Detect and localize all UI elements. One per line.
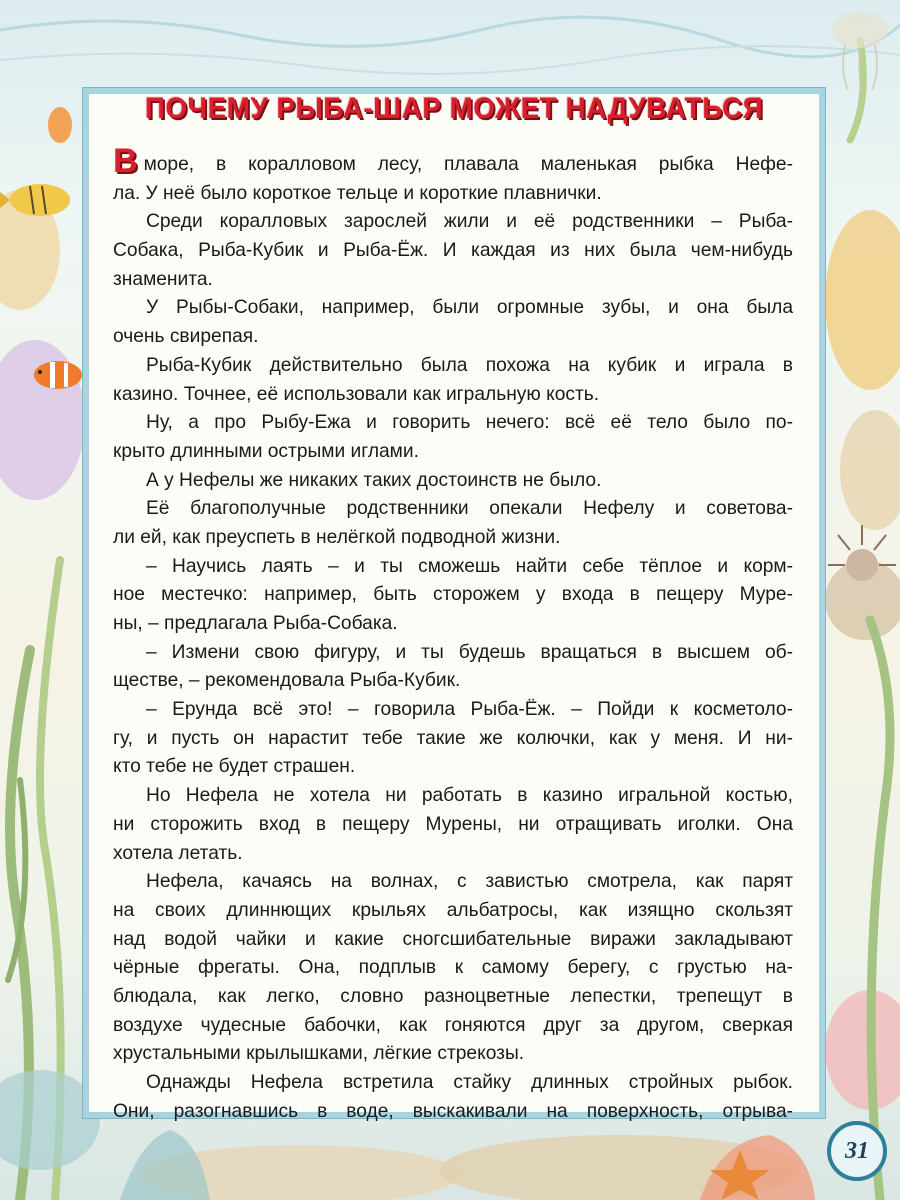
text-line: ни сторожить вход в пещеру Мурены, ни отращивать иголки. Она — [113, 813, 793, 835]
text-line: У Рыбы-Собаки, например, были огромные зубы, и она была — [146, 297, 793, 319]
text-line: Вморе, в коралловом лесу, плавала маленькая рыбка Нефе- — [113, 142, 793, 180]
text-line: гу, и пусть он нарастит тебе такие же колючки, как у меня. И ни- — [113, 727, 793, 749]
text-line: ны, – предлагала Рыба-Собака. — [113, 613, 398, 634]
text-line: Рыба-Кубик действительно была похожа на кубик и играла в — [146, 354, 793, 376]
water-surface-ripples — [0, 17, 900, 74]
drop-cap: В — [113, 142, 138, 180]
text-line: Среди коралловых зарослей жили и её родственники – Рыба- — [146, 211, 793, 233]
text-line: на своих длиннющих крыльях альбатросы, как изящно скользят — [113, 899, 793, 921]
page-number-badge: 31 — [827, 1121, 887, 1181]
text-line: казино. Точнее, её использовали как игральную кость. — [113, 383, 600, 405]
text-line: ли ей, как преуспеть в нелёгкой подводной жизни. — [113, 526, 561, 548]
text-line: хрустальными крылышками, лёгкие стрекозы. — [113, 1043, 525, 1065]
text-line: – Измени свою фигуру, и ты будешь вращаться в высшем об- — [146, 641, 793, 663]
text-line: А у Нефелы же никаких таких достоинств не было. — [146, 469, 602, 491]
text-line: очень свирепая. — [113, 326, 259, 348]
text-line: ществе, – рекомендовала Рыба-Кубик. — [113, 670, 461, 692]
bottom-reef — [120, 1130, 815, 1200]
text-line: чёрные фрегаты. Она, подплыв к самому берегу, с грустью на- — [113, 957, 793, 979]
story-text — [113, 142, 793, 1126]
text-line: Её благополучные родственники опекали Нефелу и советова- — [146, 498, 793, 520]
page-title: ПОЧЕМУ РЫБА-ШАР МОЖЕТ НАДУВАТЬСЯ — [144, 92, 764, 125]
text-line: ла. У неё было короткое тельце и короткие плавнички. — [113, 182, 602, 204]
right-coral — [825, 210, 900, 1110]
clownfish-illustration — [34, 361, 82, 389]
text-line: – Научись лаять – и ты сможешь найти себе тёплое и корм- — [146, 555, 793, 577]
text-line: ное местечко: например, быть сторожем у входа в пещеру Муре- — [113, 584, 793, 606]
text-line: кто тебе не будет страшен. — [113, 756, 356, 778]
text-line: хотела летать. — [113, 842, 243, 864]
text-line: воздухе чудесные бабочки, как гоняются друг за другом, сверкая — [113, 1014, 793, 1036]
text-line: Они, разогнавшись в воде, выскакивали на поверхность, отрыва- — [113, 1100, 793, 1122]
orange-fish-illustration — [48, 107, 72, 143]
text-line: – Ерунда всё это! – говорила Рыба-Ёж. – Пойди к косметоло- — [146, 699, 793, 721]
text-line: Собака, Рыба-Кубик и Рыба-Ёж. И каждая из них была чем-нибудь — [113, 240, 793, 262]
text-line: крыто длинными острыми иглами. — [113, 440, 419, 462]
text-line: Ну, а про Рыбу-Ежа и говорить нечего: всё её тело было по- — [146, 412, 793, 434]
text-line: Нефела, качаясь на волнах, с завистью смотрела, как парят — [146, 871, 793, 893]
text-line: блюдала, как легко, словно разноцветные лепестки, трепещут в — [113, 985, 793, 1007]
text-line: Однажды Нефела встретила стайку длинных стройных рыбок. — [146, 1072, 793, 1093]
text-line: знаменита. — [113, 268, 213, 290]
text-line: над водой чайки и какие сногсшибательные виражи закладывают — [113, 928, 793, 950]
text-line: Но Нефела не хотела ни работать в казино игральной костью, — [146, 785, 793, 807]
